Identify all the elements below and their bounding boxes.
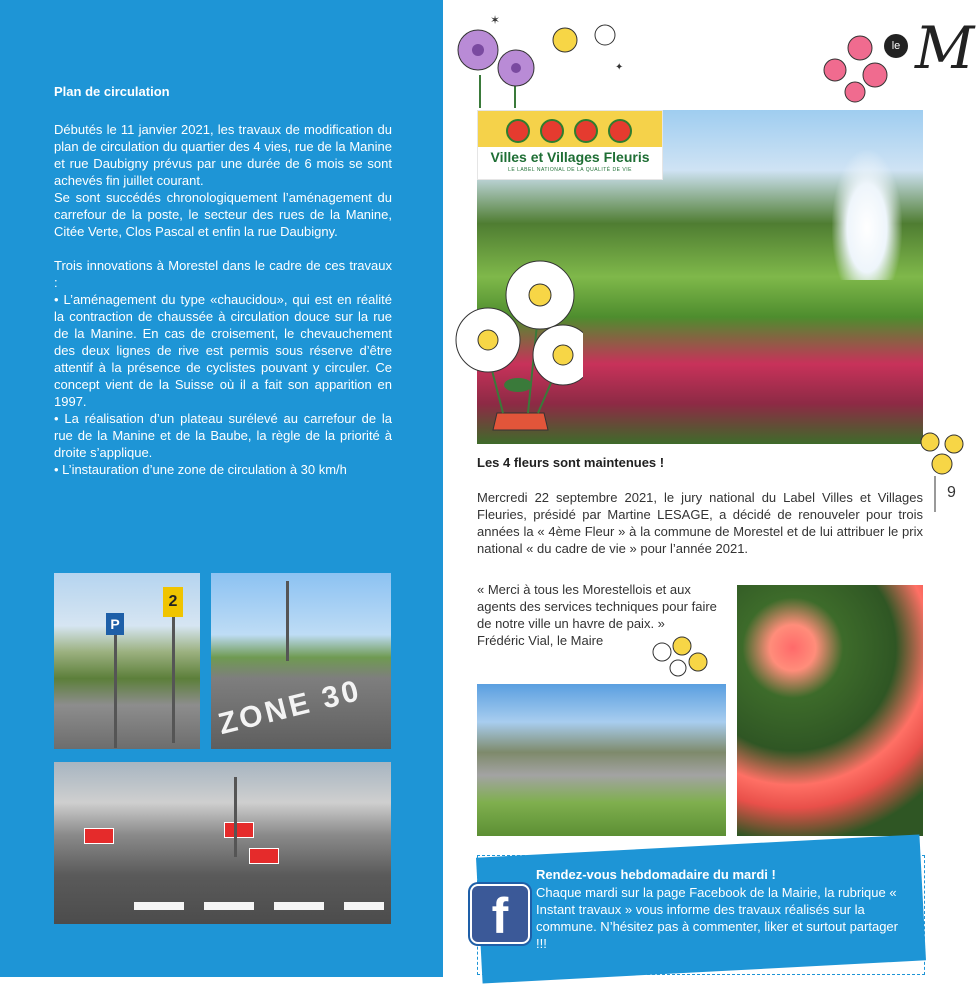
svg-text:✦: ✦: [615, 62, 624, 73]
logo-m-letter: M: [915, 14, 975, 82]
crosswalk-stripe: [134, 902, 184, 910]
paragraph-innovations: Trois innovations à Morestel dans le cadre de ces travaux :: [54, 258, 392, 290]
bullet-zone-30: • L’instauration d’une zone de circulation à 30 km/h: [54, 462, 347, 477]
photo-street-signs: [54, 573, 200, 749]
badge-subtitle: LE LABEL NATIONAL DE LA QUALITÉ DE VIE: [508, 167, 632, 173]
red-flower-icon: [608, 119, 632, 143]
svg-text:✶: ✶: [490, 13, 501, 27]
villes-villages-fleuris-badge: [477, 110, 663, 180]
red-flower-icon: [540, 119, 564, 143]
bullet-plateau: • La réalisation d’un plateau surélevé au carrefour de la rue de la Manine et de la Baube, la règle de la priorité à droite s’applique.: [54, 411, 392, 460]
spacer: [54, 240, 392, 257]
flower-doodle-icon: [450, 10, 640, 108]
quote-text: « Merci à tous les Morestellois et aux agents des services techniques pour faire de notre ville un havre de paix. »: [477, 582, 717, 631]
park-photo: [477, 684, 726, 836]
red-flower-icon: [506, 119, 530, 143]
page-number: 9: [947, 484, 956, 501]
sign-pole: [234, 777, 237, 857]
quote-signature: Frédéric Vial, le Maire: [477, 633, 604, 648]
priority-sign: 2: [163, 587, 183, 617]
banner-text: Chaque mardi sur la page Facebook de la Mairie, la rubrique « Instant travaux » vous informe des travaux réalisés sur la commune. N’hésitez pas à commenter, liker et surtout partager !!!: [536, 885, 898, 951]
section-title-circulation: Plan de circulation: [54, 84, 170, 99]
small-daisies-icon: [650, 636, 712, 682]
red-barrier: [249, 848, 279, 864]
red-flower-icon: [574, 119, 598, 143]
yellow-flowers-icon: [916, 430, 968, 478]
paragraph-sequence: Se sont succédés chronologiquement l’aménagement du carrefour de la poste, le secteur des rues de la Manine, Citée Verte, Clos Pascal et enfin la rue Daubigny.: [54, 190, 392, 239]
bullet-chaucidou: • L’aménagement du type «chaucidou», qui est en réalité la contraction de chaussée à circulation douce sur la rue de la Manine. En cas de croisement, le chevauchement des deux lignes de rive est permis sous réserve d’être attentif à la présence de cyclistes pouvant y circuler. Ce concept vient de la Suisse où il a fait son apparition en 1997.: [54, 292, 392, 409]
fountain: [832, 150, 902, 280]
pink-flowers-icon: [815, 30, 895, 105]
photo-zone-30-road: [211, 573, 391, 749]
lamp-post: [286, 581, 289, 661]
sign-pole: [114, 628, 117, 748]
photo-crossroad: [54, 762, 391, 924]
circulation-text: [54, 121, 392, 478]
daisy-pot-icon: [448, 255, 583, 445]
red-barrier: [224, 822, 254, 838]
logo-le-badge: le: [884, 34, 908, 58]
crosswalk-stripe: [274, 902, 324, 910]
fleurs-paragraph: Mercredi 22 septembre 2021, le jury national du Label Villes et Villages Fleuries, présidé par Martine LESAGE, a décidé de renouveler pour trois années la « 4ème Fleur » à la commune de Morestel et de lui attribuer le prix national « du cadre de vie » pour l’année 2021.: [477, 490, 923, 556]
parking-sign: P: [106, 613, 124, 635]
section-title-fleurs: Les 4 fleurs sont maintenues !: [477, 455, 665, 470]
paragraph-works: Débutés le 11 janvier 2021, les travaux de modification du plan de circulation du quartier des 4 vies, rue de la Manine et rue Daubigny prévus par une durée de 6 mois se sont achevés fin juillet courant.: [54, 122, 392, 188]
crosswalk-stripe: [204, 902, 254, 910]
crosswalk-stripe: [344, 902, 384, 910]
red-barrier: [84, 828, 114, 844]
zone-30-marking: ZONE 30: [215, 673, 365, 742]
facebook-icon[interactable]: f: [470, 884, 530, 944]
badge-name: Villes et Villages Fleuris: [490, 149, 650, 165]
lily-photo: [737, 585, 923, 836]
page-divider: [934, 476, 936, 512]
banner-title: Rendez-vous hebdomadaire du mardi !: [536, 867, 776, 882]
